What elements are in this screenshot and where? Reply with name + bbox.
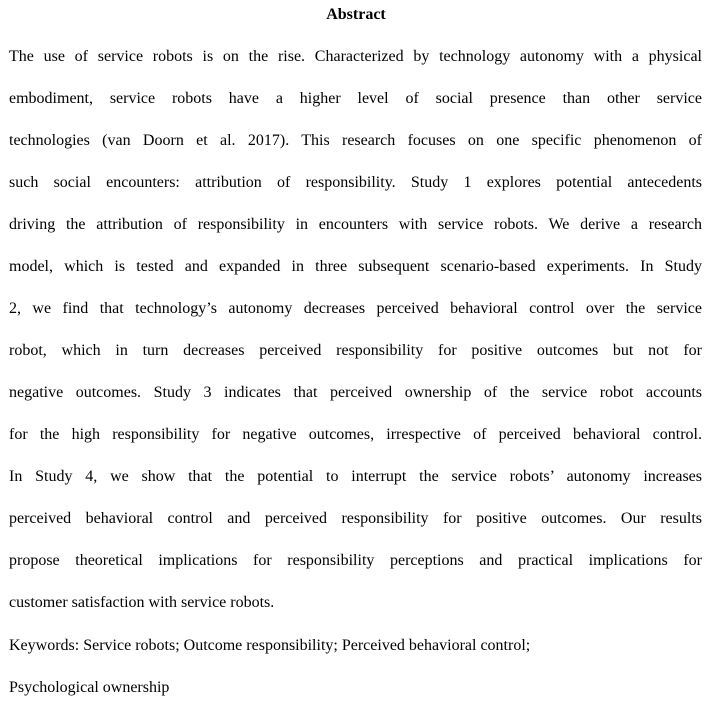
abstract-line: technologies (van Doorn et al. 2017). This research focuses on one specific phenomenon of <box>9 132 702 149</box>
abstract-line: negative outcomes. Study 3 indicates that perceived ownership of the service robot accounts <box>9 384 702 401</box>
abstract-line: such social encounters: attribution of responsibility. Study 1 explores potential antecedents <box>9 174 702 191</box>
abstract-line: customer satisfaction with service robots. <box>9 594 275 611</box>
abstract-line: The use of service robots is on the rise. Characterized by technology autonomy with a physical <box>9 48 702 65</box>
abstract-line: for the high responsibility for negative outcomes, irrespective of perceived behavioral control. <box>9 426 702 443</box>
keywords-section <box>9 625 702 709</box>
abstract-line: embodiment, service robots have a higher level of social presence than other service <box>9 90 702 107</box>
abstract-line: propose theoretical implications for responsibility perceptions and practical implications for <box>9 552 702 569</box>
abstract-line: model, which is tested and expanded in three subsequent scenario-based experiments. In Study <box>9 258 702 275</box>
keywords-line: Psychological ownership <box>9 679 170 696</box>
abstract-line: perceived behavioral control and perceived responsibility for positive outcomes. Our results <box>9 510 702 527</box>
abstract-line: In Study 4, we show that the potential to interrupt the service robots’ autonomy increases <box>9 468 702 485</box>
abstract-line: robot, which in turn decreases perceived responsibility for positive outcomes but not for <box>9 342 702 359</box>
abstract-line: driving the attribution of responsibility in encounters with service robots. We derive a research <box>9 216 702 233</box>
abstract-body <box>9 36 702 624</box>
keywords-line: Keywords: Service robots; Outcome responsibility; Perceived behavioral control; <box>9 637 531 654</box>
abstract-heading: Abstract <box>326 6 386 23</box>
abstract-line: 2, we find that technology’s autonomy decreases perceived behavioral control over the service <box>9 300 702 317</box>
